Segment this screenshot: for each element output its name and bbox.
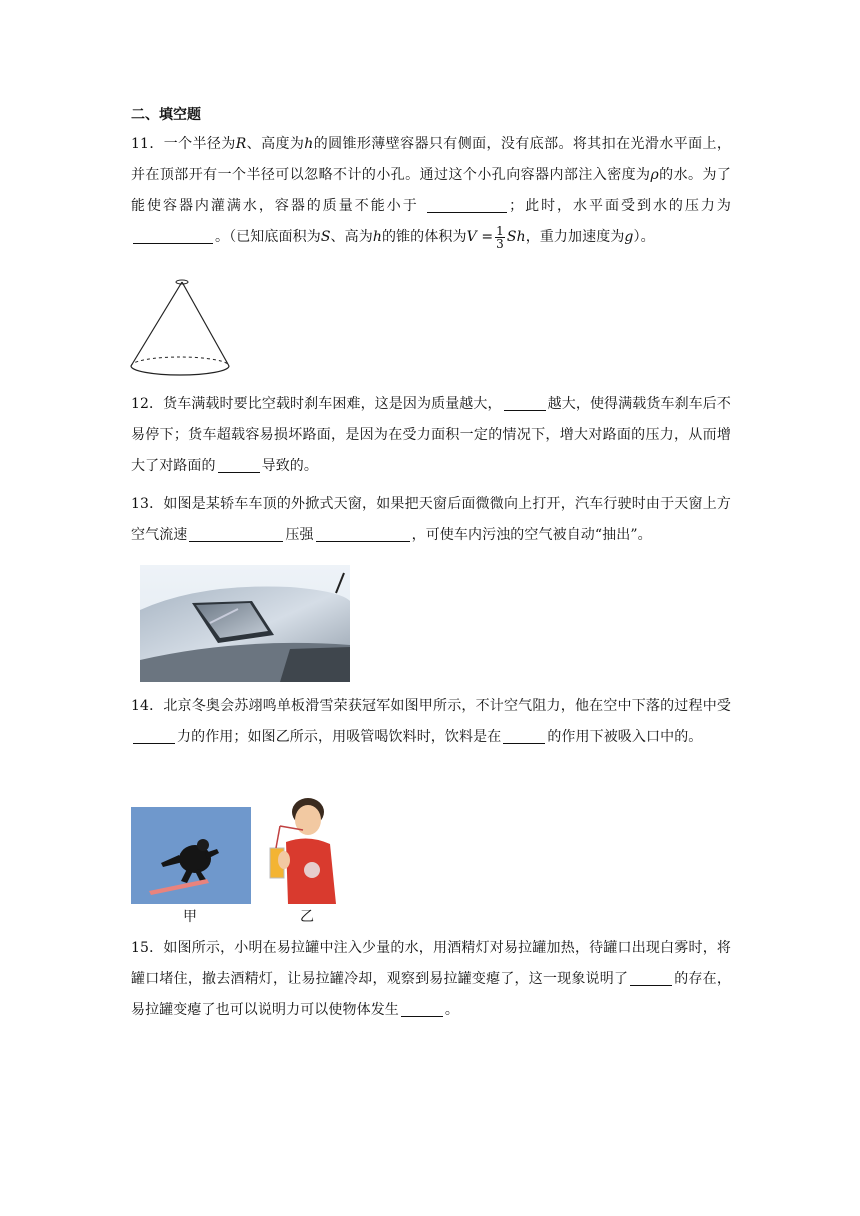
q13-number: 13．	[131, 496, 164, 512]
question-13: 13．如图是某轿车车顶的外掀式天窗，如果把天窗后面微微向上打开，汽车行驶时由于天窗上方空气流速 压强 ，可使车内污浊的空气被自动“抽出”。	[131, 496, 731, 543]
question-15: 15．如图所示，小明在易拉罐中注入少量的水，用酒精灯对易拉罐加热，待罐口出现白雾时，将罐口堵住，撤去酒精灯，让易拉罐冷却，观察到易拉罐变瘪了，这一现象说明了 的存在，易拉罐变瘪了也可以说明力可以使物体发生 。	[131, 940, 731, 1018]
answer-blank-13b[interactable]	[316, 527, 410, 542]
question-11: 11．一个半径为R、高度为h的圆锥形薄壁容器只有侧面，没有底部。将其扣在光滑水平面上，并在顶部开有一个半径可以忽略不计的小孔。通过这个小孔向容器内部注入密度为ρ的水。为了能使容器内灌满水，容器的质量不能小于 ；此时，水平面受到水的压力为 。（已知底面积为S、高为h的锥的体积为V = $\frac{1}{3}$ Sh，重力加速度为g）。	[131, 136, 731, 251]
question-12: 12．货车满载时要比空载时刹车困难，这是因为质量越大， 越大，使得满载货车刹车后不易停下；货车超载容易损坏路面，是因为在受力面积一定的情况下，增大对路面的压力，从而增大了对路面的 导致的。	[131, 396, 731, 474]
answer-blank-15b[interactable]	[401, 1002, 443, 1017]
answer-blank-15a[interactable]	[630, 971, 672, 986]
q14-number: 14．	[131, 698, 164, 714]
figure-caption-jia: 甲	[183, 909, 197, 925]
answer-blank-11a[interactable]	[427, 198, 507, 213]
answer-blank-11b[interactable]	[133, 229, 213, 244]
q12-number: 12．	[131, 396, 164, 412]
snowboarder-photo	[131, 807, 251, 904]
q15-number: 15．	[131, 940, 164, 956]
figure-caption-yi: 乙	[300, 909, 314, 925]
answer-blank-14a[interactable]	[133, 729, 175, 744]
question-14: 14．北京冬奥会苏翊鸣单板滑雪荣获冠军如图甲所示，不计空气阻力，他在空中下落的过程中受力的作用；如图乙所示，用吸管喝饮料时，饮料是在 的作用下被吸入口中的。	[131, 698, 731, 745]
fraction-one-third: $\frac{1}{3}$	[496, 223, 504, 251]
answer-blank-14b[interactable]	[503, 729, 545, 744]
boy-drinking-photo	[266, 794, 338, 904]
q11-number: 11．	[131, 136, 164, 152]
section-title: 二、填空题	[131, 107, 201, 123]
answer-blank-13a[interactable]	[189, 527, 283, 542]
answer-blank-12b[interactable]	[218, 458, 260, 473]
cone-figure	[128, 276, 232, 382]
volume-formula: V = $\frac{1}{3}$ Sh	[466, 223, 526, 251]
car-sunroof-photo	[140, 565, 350, 682]
answer-blank-12a[interactable]	[504, 396, 546, 411]
